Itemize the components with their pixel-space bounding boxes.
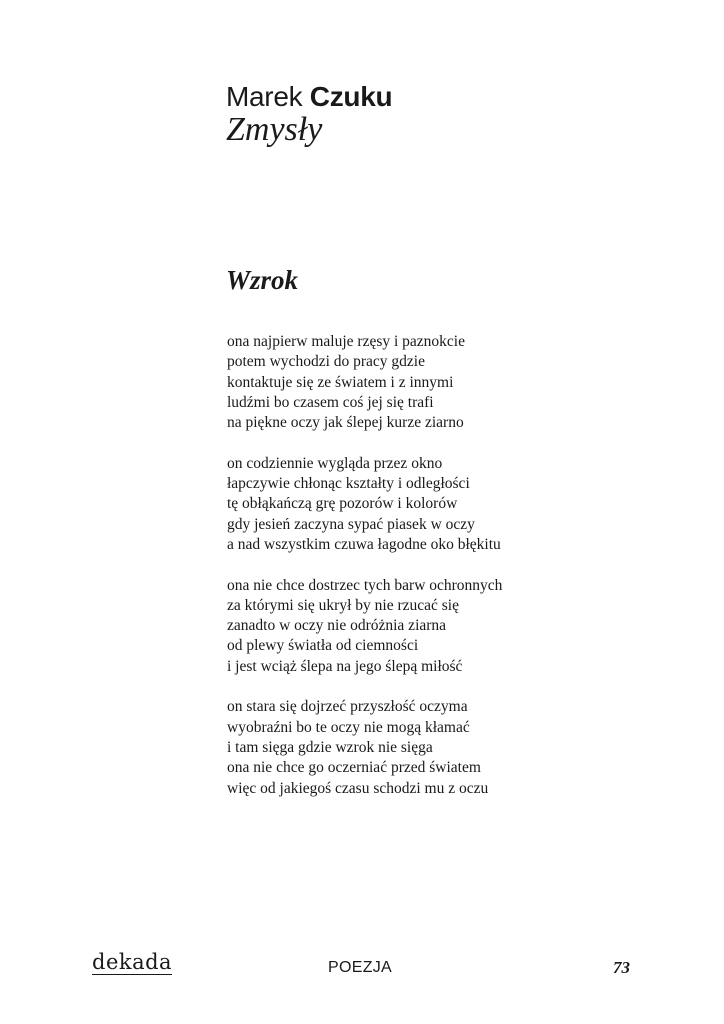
poem-line: więc od jakiegoś czasu schodzi mu z oczu — [227, 779, 489, 797]
poem-line: ludźmi bo czasem coś jej się trafi — [227, 393, 434, 411]
poem-line: łapczywie chłonąc kształty i odległości — [227, 475, 470, 493]
poem-line: potem wychodzi do pracy gdzie — [227, 353, 425, 371]
book-title: Zmysły — [226, 111, 323, 148]
stanza — [227, 454, 502, 555]
poem-line: ona najpierw maluje rzęsy i paznokcie — [227, 333, 465, 350]
page-number: 73 — [613, 958, 630, 977]
poem-line: wyobraźni bo te oczy nie mogą kłamać — [227, 718, 470, 736]
section-label: POEZJA — [328, 959, 393, 976]
stanza — [227, 697, 502, 798]
author-last-name: Czuku — [309, 81, 393, 112]
poem-body — [227, 332, 502, 799]
poem-line: za którymi się ukrył by nie rzucać się — [227, 596, 459, 614]
poem-title: Wzrok — [226, 265, 299, 295]
poem-line: na piękne oczy jak ślepej kurze ziarno — [227, 414, 464, 432]
poem-line: od plewy światła od ciemności — [227, 637, 419, 655]
poem-line: zanadto w oczy nie odróżnia ziarna — [227, 617, 447, 635]
poem-line: i jest wciąż ślepa na jego ślepą miłość — [227, 657, 463, 675]
stanza — [227, 332, 502, 433]
poem-line: gdy jesień zaczyna sypać piasek w oczy — [227, 515, 475, 533]
poem-line: i tam sięga gdzie wzrok nie sięga — [227, 738, 433, 756]
poem-line: kontaktuje się ze światem i z innymi — [227, 373, 454, 391]
poem-line: ona nie chce dostrzec tych barw ochronnych — [227, 576, 503, 594]
poem-line: a nad wszystkim czuwa łagodne oko błękitu — [227, 535, 501, 553]
poem-line: on codziennie wygląda przez okno — [227, 454, 443, 472]
poem-line: on stara się dojrzeć przyszłość oczyma — [227, 698, 468, 716]
stanza — [227, 576, 502, 677]
author-name — [226, 80, 392, 114]
header — [226, 80, 392, 148]
author-first-name: Marek — [226, 81, 303, 112]
poem-line: tę obłąkańczą grę pozorów i kolorów — [227, 495, 458, 513]
publication-logo: dekada — [92, 950, 173, 974]
poem-line: ona nie chce go oczerniać przed światem — [227, 759, 481, 777]
